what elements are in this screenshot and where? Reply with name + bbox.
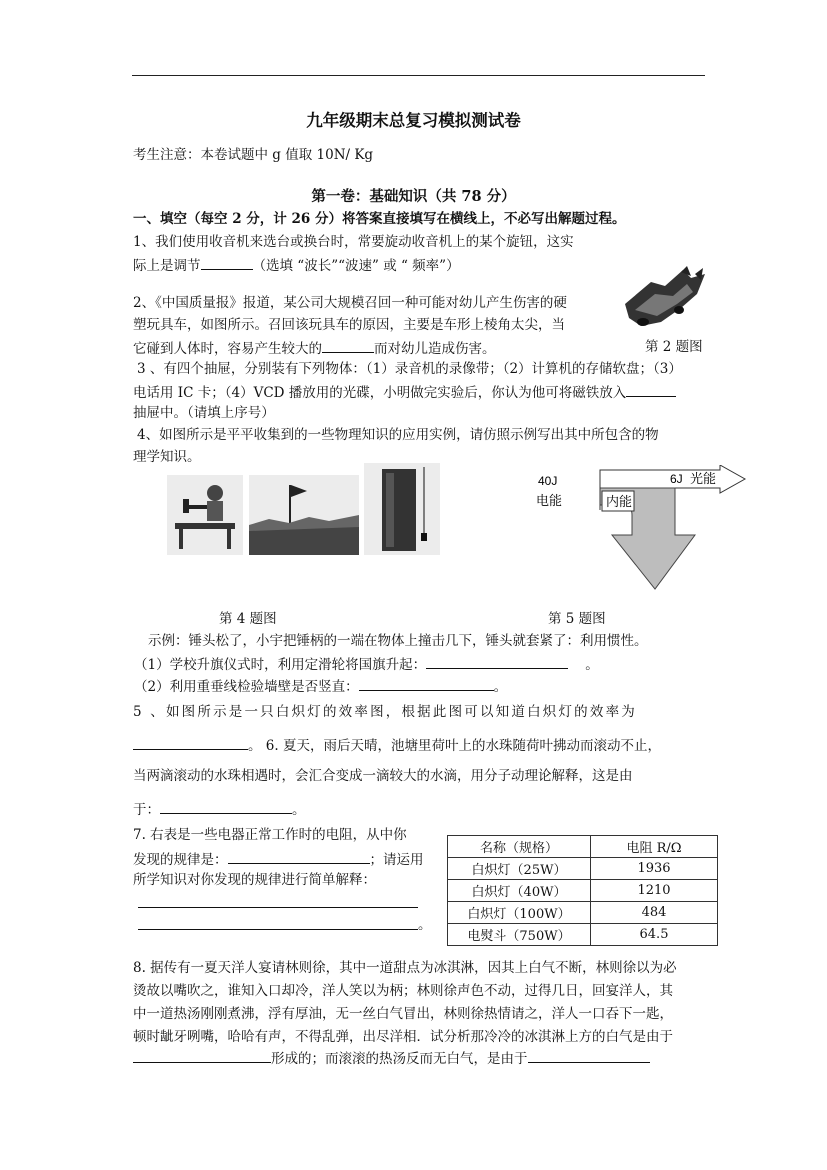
table-header-row: [448, 836, 718, 858]
q3-text-a: 电话用 IC 卡；（4）VCD 播放用的光碟，小明做完实验后，你认为他可将磁铁放入: [133, 385, 627, 401]
q8-line1: 8. 据传有一夏天洋人宴请林则徐，其中一道甜点为冰淇淋，因其上白气不断，林则徐以为必: [133, 960, 677, 976]
q1-line1: 1、我们使用收音机来选台或换台时，常要旋动收音机上的某个旋钮，这实: [133, 234, 574, 250]
q7-line3: 所学知识对你发现的规律进行简单解释：: [133, 872, 376, 888]
q2-blank[interactable]: [322, 338, 374, 353]
page-title: 九年级期末总复习模拟测试卷: [306, 111, 521, 130]
table-row: [448, 858, 718, 880]
q7-answer-line1[interactable]: [138, 907, 418, 908]
q3-blank[interactable]: [626, 382, 676, 397]
q1-text-a: 际上是调节: [133, 258, 201, 274]
q8-line3: 中一道热汤刚刚煮沸，浮有厚油，无一丝白气冒出，林则徐热情请之，洋人一口吞下一匙，: [133, 1006, 673, 1022]
q7-text-a: 发现的规律是：: [133, 852, 228, 868]
part-heading: 一、填空（每空 2 分，计 26 分）将答案直接填写在横线上，不必写出解题过程。: [133, 211, 626, 227]
header-rule: [132, 75, 705, 76]
q8-text: 形成的；而滚滚的热汤反而无白气，是由于: [271, 1051, 528, 1067]
q8-line5: [133, 1048, 650, 1068]
q7-line1: 7. 右表是一些电器正常工作时的电阻，从中你: [133, 827, 407, 843]
q1-text-b: （选填 “波长”“波速” 或 “ 频率”）: [252, 258, 460, 274]
q2-caption: 第 2 题图: [645, 339, 703, 355]
flag-raising-image: [249, 475, 359, 555]
table-cell: 64.5: [591, 924, 718, 946]
q6-line1: 6. 夏天，雨后天晴，池塘里荷叶上的水珠随荷叶拂动而滚动不止，: [265, 738, 661, 754]
plumb-line-image: [364, 463, 440, 555]
q2-text-a: 它碰到人体时，容易产生较大的: [133, 341, 322, 357]
q5-line2: [133, 735, 661, 755]
q8-blank1[interactable]: [133, 1048, 271, 1063]
q4-item1-blank[interactable]: [426, 654, 568, 669]
q1-line2: [133, 255, 460, 275]
q7-line2: [133, 849, 424, 869]
label-heat: 内能: [606, 494, 633, 509]
q4-item2-end: 。: [493, 679, 508, 695]
q8-blank2[interactable]: [528, 1048, 650, 1063]
label-40j: 40J: [538, 474, 558, 488]
q4-item2: [134, 676, 507, 696]
resistance-table: [447, 835, 718, 946]
q4-item1: [134, 654, 599, 674]
q7-period: 。: [418, 917, 432, 933]
q8-line4: 顿时龇牙咧嘴，哈哈有声，不得乱弹，出尽洋相．试分析那冷冷的冰淇淋上方的白气是由于: [133, 1029, 673, 1045]
q7-answer-line2[interactable]: [138, 929, 418, 930]
table-cell: 1936: [591, 858, 718, 880]
label-light: 光能: [690, 471, 717, 486]
table-row: [448, 880, 718, 902]
section-heading: 第一卷：基础知识（共 78 分）: [311, 188, 516, 205]
table-cell: 484: [591, 902, 718, 924]
q5-caption: 第 5 题图: [548, 611, 606, 627]
q7-text-b: ；请运用: [369, 852, 424, 868]
table-cell: 白炽灯（100W）: [448, 902, 591, 924]
table-header-name: 名称（规格）: [448, 836, 591, 858]
q4-line1: 4、如图所示是平平收集到的一些物理知识的应用实例，请仿照示例写出其中所包含的物: [137, 427, 659, 443]
table-cell: 1210: [591, 880, 718, 902]
q4-item2-blank[interactable]: [359, 676, 494, 691]
q2-line3: [133, 338, 496, 358]
label-6j: 6J: [670, 472, 683, 486]
q3-line2: [133, 382, 676, 402]
q3-line3: 抽屉中。（请填上序号）: [133, 405, 275, 421]
efficiency-diagram: [530, 465, 750, 590]
table-cell: 电熨斗（750W）: [448, 924, 591, 946]
q6-line2: 当两滴滚动的水珠相遇时，会汇合变成一滴较大的水滴，用分子动理论解释，这是由: [133, 768, 633, 784]
table-cell: 白炽灯（40W）: [448, 880, 591, 902]
q6-text: 于：: [133, 802, 160, 818]
q5-line1: 5 、如图所示是一只白炽灯的效率图，根据此图可以知道白炽灯的效率为: [133, 704, 637, 720]
q4-item2-text: （2）利用重垂线检验墙壁是否竖直：: [134, 679, 359, 695]
q8-line2: 烫故以嘴吹之，谁知入口却冷，洋人笑以为柄；林则徐声色不动，过得几日，回宴洋人，其: [133, 983, 673, 999]
q7-blank[interactable]: [228, 849, 370, 864]
q6-line3: [133, 799, 306, 819]
q1-blank[interactable]: [201, 255, 253, 270]
toy-car-image: [621, 264, 707, 334]
q4-caption: 第 4 题图: [219, 611, 277, 627]
q6-blank[interactable]: [160, 799, 292, 814]
q5-period: 。: [248, 738, 266, 754]
q2-line1: 2、《中国质量报》报道，某公司大规模召回一种可能对幼儿产生伤害的硬: [133, 295, 567, 311]
label-electric: 电能: [536, 493, 563, 508]
q4-line2: 理学知识。: [133, 449, 201, 465]
notice: 考生注意：本卷试题中 g 值取 10N/ Kg: [133, 147, 374, 163]
table-cell: 白炽灯（25W）: [448, 858, 591, 880]
q4-example: 示例：锤头松了，小宇把锤柄的一端在物体上撞击几下，锤头就套紧了：利用惯性。: [148, 633, 648, 649]
q5-blank[interactable]: [133, 735, 248, 750]
hammer-example-image: [167, 475, 243, 555]
table-header-resistance: 电阻 R/Ω: [591, 836, 718, 858]
q4-item1-end: 。: [568, 657, 599, 673]
table-row: [448, 924, 718, 946]
q2-text-b: 而对幼儿造成伤害。: [374, 341, 496, 357]
q6-period: 。: [292, 802, 306, 818]
q2-line2: 塑玩具车，如图所示。召回该玩具车的原因，主要是车形上棱角太尖，当: [133, 317, 565, 333]
q4-item1-text: （1）学校升旗仪式时，利用定滑轮将国旗升起：: [134, 657, 427, 673]
q3-line1: 3 、有四个抽屉，分别装有下列物体：（1）录音机的录像带；（2）计算机的存储软盘；（3）: [137, 361, 682, 377]
table-row: [448, 902, 718, 924]
